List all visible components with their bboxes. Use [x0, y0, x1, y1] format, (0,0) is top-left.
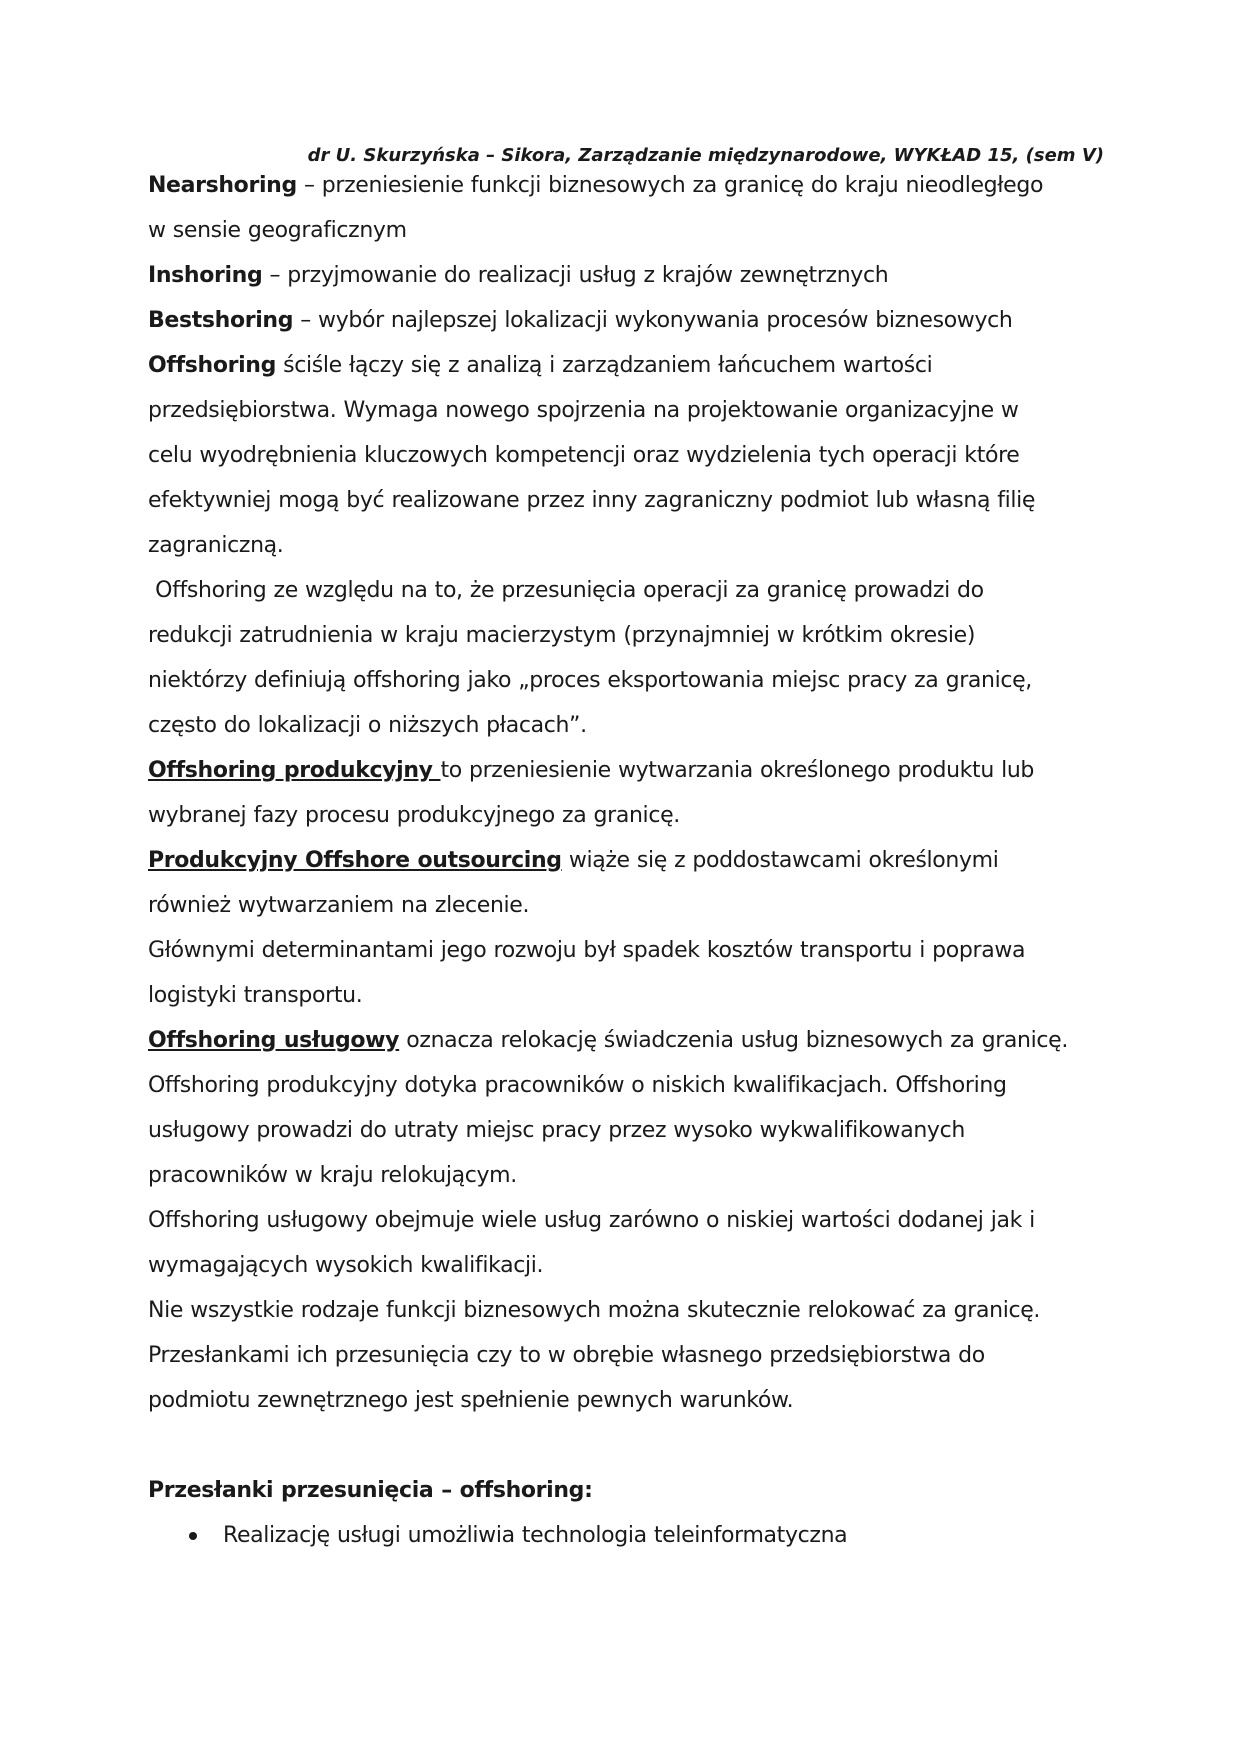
paragraph-gap	[148, 1423, 1098, 1468]
text-line: Offshoring produkcyjny dotyka pracowników o niskich kwalifikacjach. Offshoring	[148, 1073, 1007, 1098]
section-title: Przesłanki przesunięcia – offshoring:	[148, 1478, 593, 1503]
bullet-item	[148, 1513, 1098, 1558]
text-line: przedsiębiorstwa. Wymaga nowego spojrzenia na projektowanie organizacyjne w	[148, 398, 1019, 423]
text-line: Przesłankami ich przesunięcia czy to w obrębie własnego przedsiębiorstwa do	[148, 1343, 985, 1368]
text-line: Offshoring usługowy obejmuje wiele usług zarówno o niskiej wartości dodanej jak i	[148, 1208, 1035, 1233]
text-line	[148, 163, 1098, 208]
definition-text: to przeniesienie wytwarzania określonego produktu lub	[440, 758, 1035, 783]
term-produkcyjny-offshore-outsourcing: Produkcyjny Offshore outsourcing	[148, 848, 562, 873]
term-bestshoring: Bestshoring	[148, 308, 294, 333]
document-page	[148, 142, 1104, 1558]
definition-text: ściśle łączy się z analizą i zarządzaniem łańcuchem wartości	[276, 353, 933, 378]
term-inshoring: Inshoring	[148, 263, 263, 288]
definition-text: – przeniesienie funkcji biznesowych za granicę do kraju nieodległego	[296, 173, 1044, 198]
bullet-text: Realizację usługi umożliwia technologia teleinformatyczna	[223, 1523, 848, 1548]
text-line	[148, 1018, 1098, 1063]
text-line: logistyki transportu.	[148, 983, 363, 1008]
definition-text: – przyjmowanie do realizacji usług z krajów zewnętrznych	[262, 263, 889, 288]
term-nearshoring: Nearshoring	[148, 173, 297, 198]
text-line: celu wyodrębnienia kluczowych kompetencji oraz wydzielenia tych operacji które	[148, 443, 1020, 468]
bullet-icon	[189, 1532, 197, 1540]
text-line: wymagających wysokich kwalifikacji.	[148, 1253, 544, 1278]
definition-text: wiąże się z poddostawcami określonymi	[561, 848, 999, 873]
text-line: również wytwarzaniem na zlecenie.	[148, 893, 530, 918]
text-line	[148, 748, 1098, 793]
text-line: pracowników w kraju relokującym.	[148, 1163, 517, 1188]
text-line	[148, 253, 1098, 298]
definition-text: – wybór najlepszej lokalizacji wykonywania procesów biznesowych	[293, 308, 1013, 333]
text-line: usługowy prowadzi do utraty miejsc pracy przez wysoko wykwalifikowanych	[148, 1118, 965, 1143]
text-line: efektywniej mogą być realizowane przez inny zagraniczny podmiot lub własną filię	[148, 488, 1036, 513]
term-offshoring-uslugowy: Offshoring usługowy	[148, 1028, 400, 1053]
page-header: dr U. Skurzyńska – Sikora, Zarządzanie międzynarodowe, WYKŁAD 15, (sem V)	[307, 145, 1104, 166]
text-line: Głównymi determinantami jego rozwoju był spadek kosztów transportu i poprawa	[148, 938, 1026, 963]
definition-text: oznacza relokację świadczenia usług biznesowych za granicę.	[399, 1028, 1068, 1053]
text-line	[148, 343, 1098, 388]
text-line	[148, 838, 1098, 883]
text-line: w sensie geograficznym	[148, 218, 407, 243]
text-line: zagraniczną.	[148, 533, 284, 558]
term-offshoring: Offshoring	[148, 353, 277, 378]
document-body	[148, 163, 1098, 1558]
text-line: Offshoring ze względu na to, że przesunięcia operacji za granicę prowadzi do	[148, 578, 984, 603]
text-line: Nie wszystkie rodzaje funkcji biznesowych można skutecznie relokować za granicę.	[148, 1298, 1041, 1323]
text-line	[148, 298, 1098, 343]
text-line: wybranej fazy procesu produkcyjnego za granicę.	[148, 803, 680, 828]
term-offshoring-produkcyjny: Offshoring produkcyjny	[148, 758, 441, 783]
text-line: redukcji zatrudnienia w kraju macierzystym (przynajmniej w krótkim okresie)	[148, 623, 976, 648]
text-line: podmiotu zewnętrznego jest spełnienie pewnych warunków.	[148, 1388, 794, 1413]
text-line: często do lokalizacji o niższych płacach”.	[148, 713, 587, 738]
text-line: niektórzy definiują offshoring jako „proces eksportowania miejsc pracy za granicę,	[148, 668, 1032, 693]
